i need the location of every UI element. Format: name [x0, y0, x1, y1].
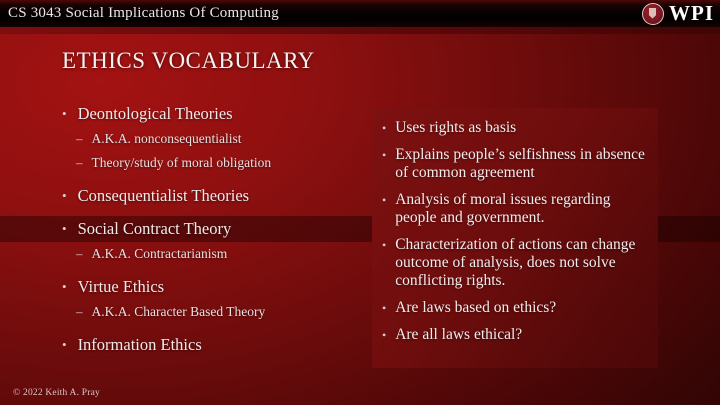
list-subitem: – A.K.A. Contractarianism [76, 246, 228, 262]
dash-icon: – [76, 303, 83, 319]
list-item: • Virtue Ethics [62, 277, 165, 297]
bullet-icon: • [382, 192, 387, 207]
list-item: • Deontological Theories [62, 104, 233, 123]
bullet-icon: • [382, 327, 387, 342]
bullet-icon: • [382, 121, 387, 135]
list-item: • Information Ethics [62, 334, 202, 354]
slide-title: ETHICS VOCABULARY [62, 48, 315, 73]
dash-icon: – [76, 246, 83, 262]
wpi-seal-icon [642, 3, 664, 25]
wpi-logo [642, 1, 720, 26]
course-title: CS 3043 Social Implications Of Computing [8, 5, 279, 21]
bullet-icon: • [62, 187, 67, 203]
panel-item: • Are all laws ethical? [382, 325, 523, 343]
panel-item: • Characterization of actions can change outcome of analysis, does not solve conflicting rights. [382, 235, 636, 289]
slide-header-bar [0, 0, 720, 27]
right-bullet-panel [372, 108, 658, 368]
list-subitem: – A.K.A. nonconsequentialist [76, 130, 242, 146]
list-subitem: – A.K.A. Character Based Theory [76, 303, 266, 319]
dash-icon: – [76, 154, 83, 170]
header-divider [0, 27, 720, 34]
list-item-highlighted: • Social Contract Theory [62, 219, 368, 239]
bullet-icon: • [62, 221, 67, 237]
copyright-notice: © 2022 Keith A. Pray [13, 388, 100, 398]
bullet-icon: • [382, 237, 387, 252]
bullet-icon: • [382, 148, 387, 162]
bullet-icon: • [62, 336, 67, 352]
dash-icon: – [76, 130, 83, 146]
panel-item: • Are laws based on ethics? [382, 298, 557, 316]
panel-item: • Analysis of moral issues regarding people and government. [382, 190, 611, 226]
panel-item: • Uses rights as basis [382, 119, 517, 136]
bullet-icon: • [382, 300, 387, 315]
left-bullet-list [62, 104, 368, 355]
bullet-icon: • [62, 279, 67, 295]
list-subitem: – Theory/study of moral obligation [76, 154, 272, 170]
wpi-logo-text: WPI [669, 1, 714, 25]
panel-item: • Explains people’s selfishness in absence of common agreement [382, 146, 645, 181]
list-item: • Consequentialist Theories [62, 185, 250, 205]
bullet-icon: • [62, 106, 67, 121]
